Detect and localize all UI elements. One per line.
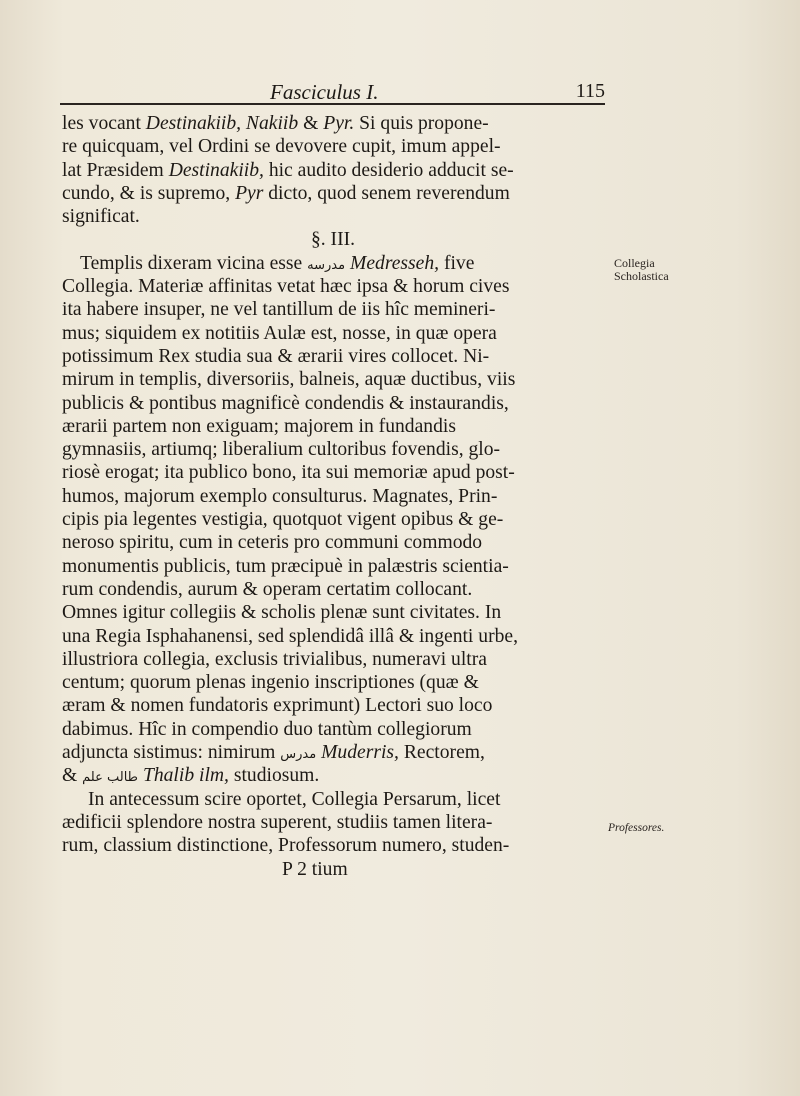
text-line — [62, 531, 604, 554]
text-line — [62, 461, 604, 484]
text-segment: ærarii partem non exiguam; majorem in fundandis — [62, 415, 456, 437]
page-number: 115 — [575, 80, 605, 102]
text-segment: & — [62, 765, 83, 787]
arabic-script-word: مدرس — [280, 747, 317, 763]
text-segment: riosè erogat; ita publico bono, ita sui memoriæ apud post- — [62, 462, 515, 484]
running-title: Fasciculus I. — [270, 80, 379, 104]
text-line — [62, 392, 604, 415]
text-segment: hic audito desiderio adducit se- — [263, 159, 514, 181]
header-rule — [60, 103, 605, 105]
text-segment: una Regia Isphahanensi, sed splendidâ illâ & ingenti urbe, — [62, 625, 518, 647]
text-line — [62, 182, 604, 205]
text-segment: Pyr. — [323, 113, 355, 134]
text-line — [62, 228, 604, 251]
text-segment: potissimum Rex studia sua & ærarii vires collocet. Ni- — [62, 345, 490, 367]
text-line — [62, 368, 604, 391]
text-segment: ædificii splendore nostra superent, studiis tamen litera- — [62, 811, 493, 833]
text-segment: adjuncta sistimus: nimirum — [62, 742, 281, 764]
text-line — [62, 788, 604, 811]
text-segment: rum, classium distinctione, Professorum numero, studen- — [62, 835, 510, 857]
text-segment: cundo, & is supremo, — [62, 182, 236, 204]
text-line — [62, 741, 604, 764]
text-line — [62, 135, 604, 158]
text-segment: Si quis propone- — [354, 113, 489, 134]
text-line — [62, 345, 604, 368]
text-segment: Collegia. Materiæ affinitas vetat hæc ipsa & horum cives — [62, 276, 510, 298]
text-line — [62, 508, 604, 531]
text-segment: §. III. — [310, 229, 356, 251]
text-segment: Thalib ilm, — [142, 765, 229, 787]
text-segment: cipis pia legentes vestigia, quotquot vigent opibus & ge- — [62, 509, 504, 531]
text-line — [62, 298, 604, 321]
arabic-script-word: طالب علم — [82, 770, 139, 786]
text-segment: Pyr — [235, 182, 264, 204]
text-segment: dicto, quod senem reverendum — [263, 182, 510, 204]
text-segment: Muderris, — [321, 742, 399, 764]
text-segment: Medresseh, — [350, 252, 440, 274]
text-segment: In antecessum scire oportet, Collegia Persarum, licet — [88, 788, 501, 810]
text-line — [62, 858, 604, 881]
text-line — [62, 578, 604, 601]
margin-note-line: Collegia — [614, 256, 655, 270]
text-segment: publicis & pontibus magnificè condendis & instaurandis, — [62, 392, 509, 414]
text-segment: significat. — [62, 206, 140, 228]
text-line — [62, 415, 604, 438]
margin-note-collegia — [614, 257, 694, 283]
text-segment: & — [298, 113, 324, 134]
text-line — [62, 252, 604, 275]
text-segment: monumentis publicis, tum præcipuè in palæstris scientia- — [62, 555, 509, 577]
text-line — [62, 555, 604, 578]
text-segment: mirum in templis, diversoriis, balneis, aquæ ductibus, viis — [62, 369, 516, 391]
text-segment: gymnasiis, artiumq; liberalium cultoribus fovendis, glo- — [62, 439, 501, 461]
text-segment: ita habere insuper, ne vel tantillum de iis hîc memineri- — [62, 299, 496, 321]
text-line — [62, 671, 604, 694]
text-line — [62, 625, 604, 648]
text-segment: tium — [306, 858, 348, 880]
text-segment: studiosum. — [228, 765, 320, 787]
text-segment: mus; siquidem ex notitiis Aulæ est, nosse, in quæ opera — [62, 322, 497, 344]
text-line — [62, 811, 604, 834]
text-line — [62, 834, 604, 857]
text-segment: five — [439, 252, 475, 274]
text-line — [62, 112, 604, 135]
text-segment: re quicquam, vel Ordini se devovere cupit, imum appel- — [62, 136, 501, 158]
text-line — [62, 322, 604, 345]
text-segment: rum condendis, aurum & operam certatim collocant. — [62, 578, 473, 600]
text-line — [62, 764, 604, 787]
signature-mark: P 2 — [282, 858, 307, 880]
arabic-script-word: مدرسه — [307, 257, 346, 273]
text-segment: dabimus. Hîc in compendio duo tantùm collegiorum — [62, 718, 472, 740]
margin-note-professores: Professores. — [608, 822, 665, 834]
body-text — [62, 112, 604, 881]
text-segment: centum; quorum plenas ingenio inscriptiones (quæ & — [62, 672, 479, 694]
text-line — [62, 694, 604, 717]
text-segment: Templis dixeram vicina esse — [80, 252, 308, 274]
text-line — [62, 718, 604, 741]
text-segment: æram & nomen fundatoris exprimunt) Lectori suo loco — [62, 695, 493, 717]
text-line — [62, 485, 604, 508]
text-segment: Omnes igitur collegiis & scholis plenæ sunt civitates. In — [62, 602, 502, 624]
text-segment: Destinakiib, Nakiib — [145, 113, 299, 134]
text-line — [62, 648, 604, 671]
text-line — [62, 205, 604, 228]
text-line — [62, 601, 604, 624]
margin-note-line: Scholastica — [614, 269, 669, 283]
text-segment: Rectorem, — [398, 742, 485, 764]
text-segment: humos, majorum exemplo consulturus. Magnates, Prin- — [62, 485, 498, 507]
text-segment: les vocant — [62, 113, 146, 134]
text-segment: illustriora collegia, exclusis trivialibus, numeravi ultra — [62, 648, 487, 670]
text-segment: neroso spiritu, cum in ceteris pro communi commodo — [62, 532, 483, 554]
text-line — [62, 275, 604, 298]
text-line — [62, 159, 604, 182]
text-segment: Destinakiib, — [168, 159, 264, 181]
text-segment: lat Præsidem — [62, 159, 169, 181]
text-line — [62, 438, 604, 461]
